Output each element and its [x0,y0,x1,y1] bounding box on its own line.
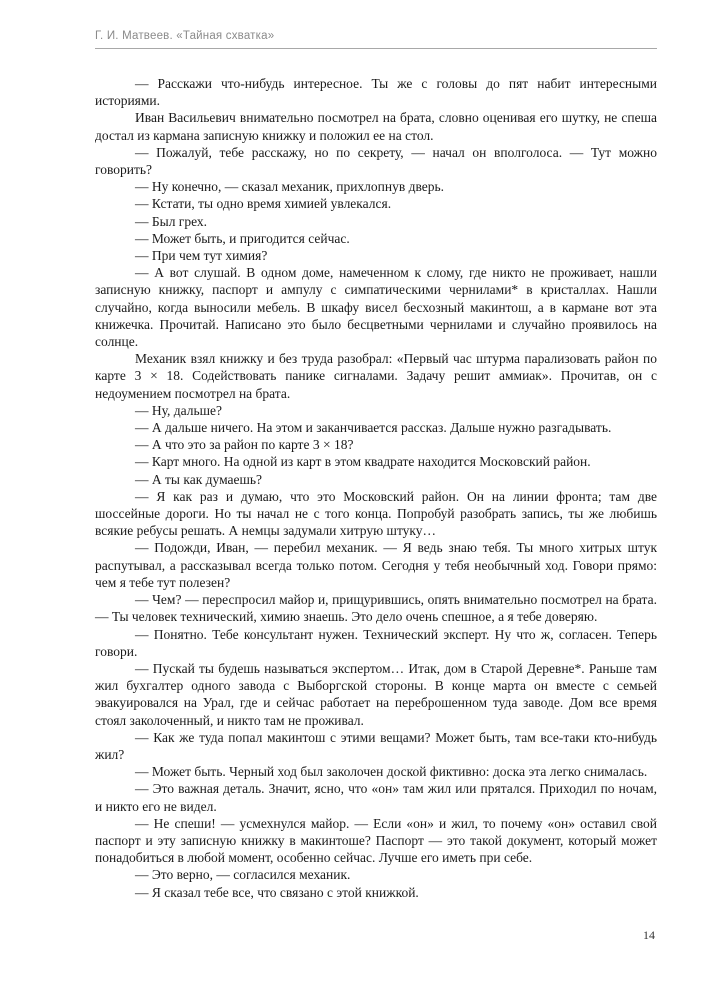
paragraph: — Ну, дальше? [135,402,223,418]
paragraph: — А что это за район по карте 3 × 18? [135,437,354,453]
paragraph: — Карт много. На одной из карт в этом квадрате находится Московский район. [135,454,591,470]
paragraph: — Был грех. [135,213,208,229]
paragraph: — Не спеши! — усмехнулся майор. — Если «он» и жил, то почему «он» оставил свой паспорт и эту записную книжку в макинтоше? Паспорт — это такой документ, который может понадобиться в любой момент, особенно сейчас. Лучше его иметь при себе. [95,815,657,866]
paragraph: — Это важная деталь. Значит, ясно, что «он» там жил или прятался. Приходил по ночам, и никто его не видел. [95,781,657,814]
paragraph: — Я как раз и думаю, что это Московский район. Он на линии фронта; там две шоссейные дороги. Но ты начал не с того конца. Попробуй разобрать запись, ты же любишь всякие ребусы решать. А немцы задумали хитрую штуку… [95,488,657,539]
paragraph: — Как же туда попал макинтош с этими вещами? Может быть, там все-таки кто-нибудь жил? [95,729,657,762]
paragraph: — При чем тут химия? [135,248,268,264]
paragraph: — Пожалуй, тебе расскажу, но по секрету, — начал он вполголоса. — Тут можно говорить? [95,144,657,178]
paragraph: — Я сказал тебе все, что связано с этой книжкой. [135,884,419,900]
paragraph: Механик взял книжку и без труда разобрал: «Первый час штурма парализовать район по карте 3 × 18. Содействовать панике сигналами. Задачу решит аммиак». Прочитав, он с недоумением посмотрел на брата. [95,351,657,401]
text-body [95,75,657,901]
paragraph: — Может быть, и пригодится сейчас. [135,230,350,246]
header-divider [95,48,657,49]
paragraph: — Чем? — переспросил майор и, прищурившись, опять внимательно посмотрел на брата. — Ты человек технический, химию знаешь. Это дело очень спешное, а я тебе доверяю. [95,592,657,625]
paragraph: — Кстати, ты одно время химией увлекался. [135,196,392,212]
paragraph: — Понятно. Тебе консультант нужен. Технический эксперт. Ну что ж, согласен. Теперь говори. [95,626,657,659]
paragraph: — Ну конечно, — сказал механик, прихлопнув дверь. [135,179,445,195]
paragraph: — А дальше ничего. На этом и заканчивается рассказ. Дальше нужно разгадывать. [135,420,612,436]
page-number: 14 [643,928,655,942]
paragraph: — Может быть. Черный ход был заколочен доской фиктивно: доска эта легко снималась. [135,764,648,780]
paragraph: — Расскажи что-нибудь интересное. Ты же с головы до пят набит интересными историями. [95,76,657,109]
paragraph: — Это верно, — согласился механик. [135,867,351,883]
paragraph: — А вот слушай. В одном доме, намеченном к слому, где никто не проживает, нашли записную книжку, паспорт и ампулу с симпатическими чернилами* в кристаллах. Нашли случайно, когда выносили мебель. В шкафу висел бесхозный макинтош, а в кармане вот эта книжечка. Прочитай. Написано это было бесцветными чернилами и случайно проявилось на солнце. [95,265,657,350]
paragraph: Иван Васильевич внимательно посмотрел на брата, словно оценивая его шутку, не спеша достал из кармана записную книжку и положил ее на стол. [95,110,657,143]
paragraph: — Пускай ты будешь называться экспертом… Итак, дом в Старой Деревне*. Раньше там жил бухгалтер одного завода с Выборгской стороны. В конце марта он вместе с семьей эвакуировался на Урал, где и сейчас работает на переброшенном туда заводе. Дом все время стоял заколоченный, и никто там не проживал. [95,660,657,728]
running-head: Г. И. Матвеев. «Тайная схватка» [95,30,275,42]
paragraph: — Подожди, Иван, — перебил механик. — Я ведь знаю тебя. Ты много хитрых штук распутывал, а рассказывал всегда только потом. Сегодня у тебя необычный ход. Говори прямо: чем я тебе тут полезен? [95,540,657,590]
paragraph: — А ты как думаешь? [135,471,263,487]
